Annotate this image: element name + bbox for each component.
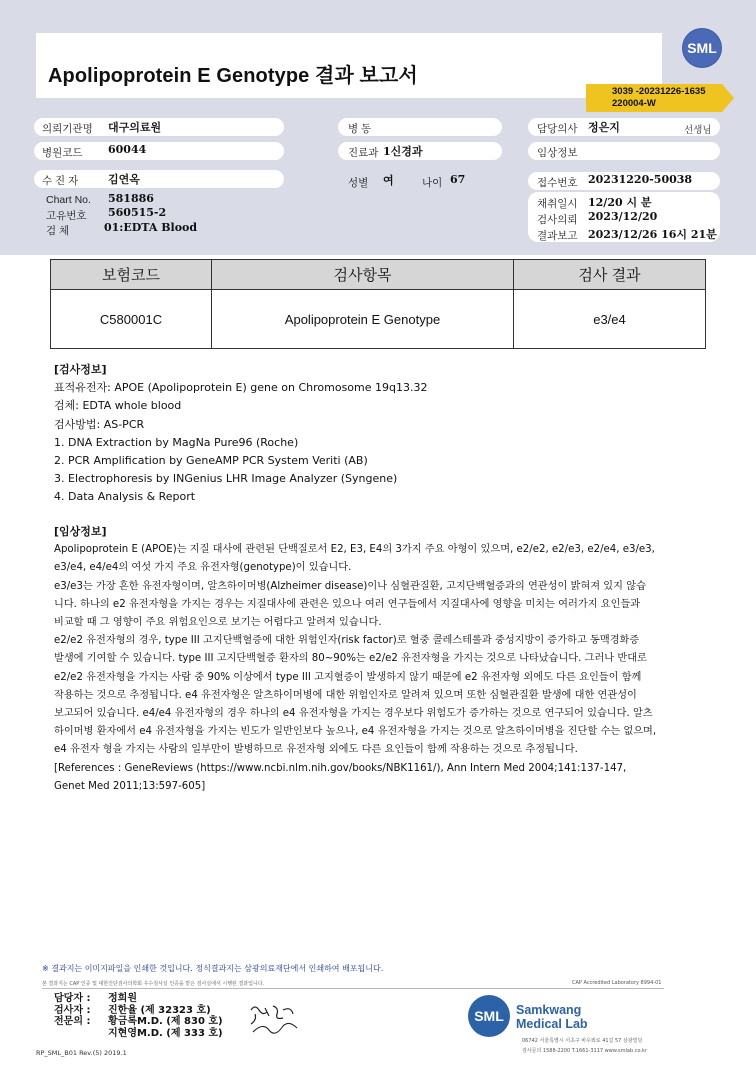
report-label: 결과보고 [537,230,578,242]
test-info-line: 2. PCR Amplification by GeneAMP PCR System Veriti (AB) [54,454,368,468]
barcode-text [612,86,706,110]
clinical-info-line: 작용하는 것으로 추정됩니다. e4 유전자형은 알츠하이머병에 대한 위험인자로 알려져 있으며 또한 심혈관질환 발생에 대한 연관성이 [54,689,637,701]
specimen-value: 01:EDTA Blood [104,221,198,234]
clinical-info-line: e2/e2 유전자형을 가지는 사람 중 90% 이상에서 type III 고지혈증이 발생하지 않기 때문에 e2 유전자형 외에도 다른 요인들이 함께 [54,671,642,683]
doctor-suffix: 선생님 [684,125,712,136]
test-info-line: 표적유전자: APOE (Apolipoprotein E) gene on Chromosome 19q13.32 [54,381,428,395]
doctor-value: 정은지 [588,121,620,134]
sign-label-specialist: 전문의 : [54,1016,91,1027]
clinical-info-line: e3/e3는 가장 흔한 유전자형이며, 알츠하이머병(Alzheimer disease)이나 심혈관질환, 고지단백혈증과의 연관성이 밝혀져 있지 않습 [54,580,646,592]
cell-item: Apolipoprotein E Genotype [212,290,514,349]
id-label: 고유번호 [46,210,87,222]
sign-name-tester: 진한율 (제 32323 호) [108,1004,211,1016]
specimen-label: 검 체 [46,225,70,237]
clinical-info-line: 비교할 때 그 영향이 주요 위험요인으로 보기는 어렵다고 알려져 있습니다. [54,617,382,629]
lab-name [516,1003,588,1031]
header-item: 검사항목 [212,260,514,290]
footer-cap-note: 본 결과지는 CAP 인증 및 대한진단검사의학회 우수검사실 인증을 받은 검사실에서 시행된 결과입니다. [42,981,265,987]
clinical-info-line: 발생에 기여할 수 있습니다. type III 고지단백혈증 환자의 80~90%는 e2/e2 유전자형을 가지는 것으로 나타났습니다. 그러나 반대로 [54,653,647,665]
clinical-info-line: 보고되어 있습니다. e4/e4 유전자형의 경우 하나의 e4 유전자형을 가지는 경우보다 위험도가 증가하는 것으로 연구되어 있습니다. 알츠 [54,708,653,720]
header-result: 검사 결과 [514,260,706,290]
footer-note: ※ 결과지는 이미지파일을 인쇄한 것입니다. 정식결과지는 삼광의료재단에서 인쇄하여 배포됩니다. [42,964,384,973]
test-info-line: 1. DNA Extraction by MagNa Pure96 (Roche) [54,435,299,449]
request-label: 검사의뢰 [537,214,578,226]
sign-name-specialist-2: 지현영M.D. (제 333 호) [108,1027,223,1039]
table-header-row [51,260,706,290]
clinical-label: 임상정보 [537,147,578,159]
collect-value: 12/20 시 분 [588,196,652,209]
chart-label: Chart No. [46,194,91,206]
clinical-info-section [54,523,738,796]
test-info-section [54,361,738,507]
barcode-line-2: 220004-W [612,98,656,109]
sign-name-specialist-1: 황금록M.D. (제 830 호) [108,1016,223,1027]
report-title: Apolipoprotein E Genotype 결과 보고서 [48,65,418,87]
samkwang-logo: SML [468,995,510,1037]
test-info-line: 검사방법: AS-PCR [54,417,145,431]
sml-logo: SML [683,29,721,67]
dept-label: 진료과 [348,147,379,159]
cell-result: e3/e4 [514,290,706,349]
sign-label-tester: 검사자 : [54,1004,91,1016]
age-value: 67 [450,173,466,186]
id-value: 560515-2 [108,206,167,219]
barcode-line-1: 3039 -20231226-1635 [612,86,706,97]
sign-name-manager: 정희원 [108,993,137,1004]
clinical-info-line: e2/e2 유전자형의 경우, type III 고지단백혈증에 대한 위험인자(risk factor)로 혈중 콜레스테롤과 중성지방이 증가하고 동맥경화증 [54,635,640,647]
form-code: RP_SML_B01 Rev.(5) 2019.1 [36,1049,127,1057]
patient-value: 김연옥 [108,173,140,186]
clinical-info-line: 하이머병 환자에서 e4 유전자형을 가지는 빈도가 일반인보다 높으나, e4 유전자형을 가지는 것으로 알츠하이머병을 진단할 수는 없으며, [54,726,657,738]
test-info-heading: [검사정보] [54,363,107,376]
title-box [36,33,662,98]
clinical-info-line: Apolipoprotein E (APOE)는 지질 대사에 관련된 단백질로서 E2, E3, E4의 3가지 주요 아형이 있으며, e2/e2, e2/e3, e2/e4, e3/e3, [54,544,655,556]
clinical-info-heading: [임상정보] [54,525,107,538]
handwritten-signature [245,1000,305,1040]
ward-label: 병 동 [348,123,372,135]
cell-code: C580001C [51,290,212,349]
test-info-line: 3. Electrophoresis by INGenius LHR Image Analyzer (Syngene) [54,472,398,486]
table-row [51,290,706,349]
doctor-label: 담당의사 [537,123,578,135]
clinical-info-line: e4 유전자 형을 가지는 사람의 일부만이 발병하므로 유전자형 외에도 다른 요인들이 함께 작용하는 것으로 추정됩니다. [54,744,578,756]
result-table [50,259,706,349]
lab-address: 06742 서울특별시 서초구 바우뫼로 41길 57 삼광빌딩 [522,1038,643,1044]
institution-value: 대구의료원 [108,121,162,134]
clinical-info-line: [References : GeneReviews (https://www.ncbi.nlm.nih.gov/books/NBK1161/), Ann Intern Med 2004;141:137-147, [54,762,627,774]
chart-value: 581886 [108,192,154,205]
collect-label: 채취일시 [537,198,578,210]
dept-value: 1신경과 [383,145,423,158]
sign-label-manager: 담당자 : [54,993,91,1004]
footer-divider [42,988,664,989]
sex-label: 성별 [348,177,369,189]
test-info-line: 검체: EDTA whole blood [54,399,182,413]
request-value: 2023/12/20 [588,210,658,223]
footer-cap-id: CAP Accredited Laboratory 8994-01 [572,980,662,986]
receipt-label: 접수번호 [537,177,578,189]
header-code: 보험코드 [51,260,212,290]
patient-label: 수 진 자 [42,175,79,187]
report-value: 2023/12/26 16시 21분 [588,228,717,241]
clinical-info-line: Genet Med 2011;13:597-605] [54,780,206,792]
lab-name-line-1: Samkwang [516,1003,582,1017]
age-label: 나이 [422,177,443,189]
institution-label: 의뢰기관명 [42,123,93,135]
sign-names [108,993,223,1039]
sign-labels [54,993,90,1028]
clinical-info-line: e3/e4, e4/e4의 여섯 가지 주요 유전자형(genotype)이 있습니다. [54,562,352,574]
sex-value: 여 [383,174,394,187]
hospital-code-label: 병원코드 [42,147,83,159]
lab-name-line-2: Medical Lab [516,1017,588,1031]
hospital-code-value: 60044 [108,143,147,156]
test-info-line: 4. Data Analysis & Report [54,490,196,504]
clinical-info-line: 니다. 하나의 e2 유전자형을 가지는 경우는 지질대사에 관련은 있으나 여러 연구들에서 지질대사에 영향을 미치는 여러가지 요인들과 [54,598,641,610]
receipt-value: 20231220-50038 [588,173,693,186]
lab-phone: 검사문의 1588-2200 T.1661-3117 www.smlab.co.kr [522,1048,647,1054]
